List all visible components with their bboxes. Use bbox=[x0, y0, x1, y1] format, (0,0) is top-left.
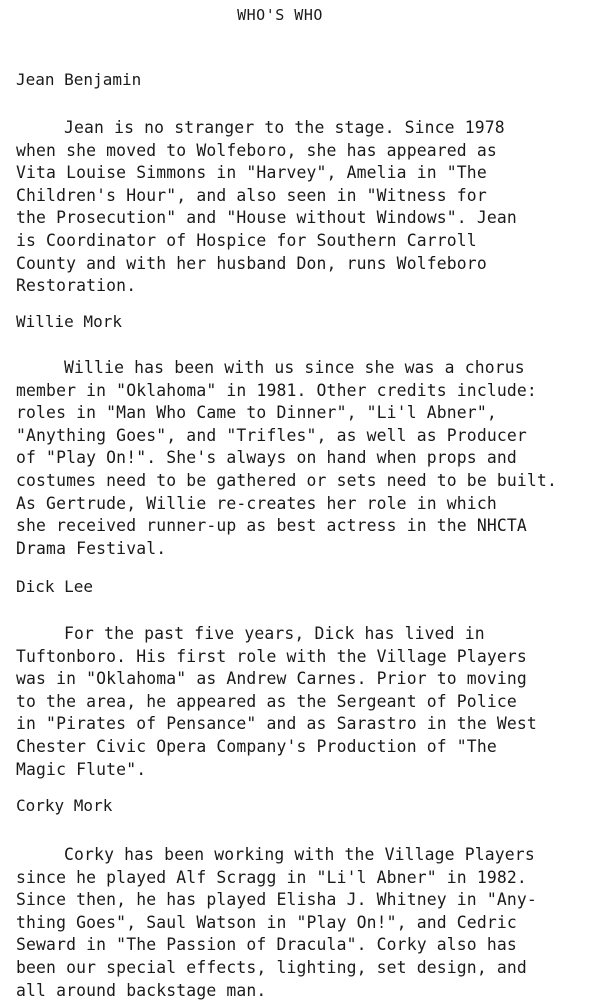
bio-name: Willie Mork bbox=[16, 312, 122, 331]
bio-line: Since then, he has played Elisha J. Whitney in "Any- bbox=[16, 890, 537, 910]
bio-line: costumes need to be gathered or sets need to be built. bbox=[16, 470, 557, 490]
bio-line: she received runner-up as best actress in the NHCTA bbox=[16, 516, 527, 536]
bio-name: Jean Benjamin bbox=[16, 70, 142, 89]
bio-line: "Anything Goes", and "Trifles", as well as Producer bbox=[16, 425, 527, 445]
bio-line: Tuftonboro. His first role with the Village Players bbox=[16, 646, 527, 666]
bio-line: was in "Oklahoma" as Andrew Carnes. Prior to moving bbox=[16, 669, 527, 689]
bio-line: been our special effects, lighting, set design, and bbox=[16, 957, 527, 977]
bio-line: Magic Flute". bbox=[16, 759, 147, 779]
bio-line: all around backstage man. bbox=[16, 980, 267, 1000]
bio-line: Vita Louise Simmons in "Harvey", Amelia in "The bbox=[16, 163, 487, 183]
bio-line: in "Pirates of Pensance" and as Sarastro in the West bbox=[16, 714, 537, 734]
bio-line: to the area, he appeared as the Sergeant of Police bbox=[16, 691, 517, 711]
bio-line: Restoration. bbox=[16, 276, 137, 296]
bio-line: Jean is no stranger to the stage. Since 1978 bbox=[64, 118, 505, 137]
bio-line: when she moved to Wolfeboro, she has appeared as bbox=[16, 140, 497, 160]
bio-line: Willie has been with us since she was a chorus bbox=[64, 358, 525, 377]
bio-line: is Coordinator of Hospice for Southern Carroll bbox=[16, 230, 477, 250]
page-title: WHO'S WHO bbox=[237, 6, 323, 24]
bio-line: roles in "Man Who Came to Dinner", "Li'l Abner", bbox=[16, 403, 497, 423]
bio-line: County and with her husband Don, runs Wolfeboro bbox=[16, 253, 487, 273]
bio-line: of "Play On!". She's always on hand when props and bbox=[16, 448, 517, 468]
bio-name: Dick Lee bbox=[16, 577, 94, 596]
bio-line: As Gertrude, Willie re-creates her role in which bbox=[16, 493, 497, 513]
bio-line: member in "Oklahoma" in 1981. Other credits include: bbox=[16, 380, 537, 400]
bio-line: Drama Festival. bbox=[16, 538, 167, 558]
bio-text bbox=[16, 844, 600, 1002]
bio-line: Corky has been working with the Village Players bbox=[64, 845, 535, 864]
bio-name: Corky Mork bbox=[16, 796, 113, 815]
bio-text bbox=[16, 117, 600, 298]
bio-text bbox=[16, 623, 600, 781]
bio-line: For the past five years, Dick has lived in bbox=[64, 624, 485, 643]
bio-line: since he played Alf Scragg in "Li'l Abner" in 1982. bbox=[16, 867, 527, 887]
bio-line: Children's Hour", and also seen in "Witness for bbox=[16, 185, 487, 205]
bio-text bbox=[16, 357, 600, 560]
bio-line: the Prosecution" and "House without Windows". Jean bbox=[16, 208, 517, 228]
bio-line: thing Goes", Saul Watson in "Play On!", and Cedric bbox=[16, 912, 517, 932]
bio-line: Seward in "The Passion of Dracula". Corky also has bbox=[16, 935, 517, 955]
bio-line: Chester Civic Opera Company's Production of "The bbox=[16, 736, 497, 756]
